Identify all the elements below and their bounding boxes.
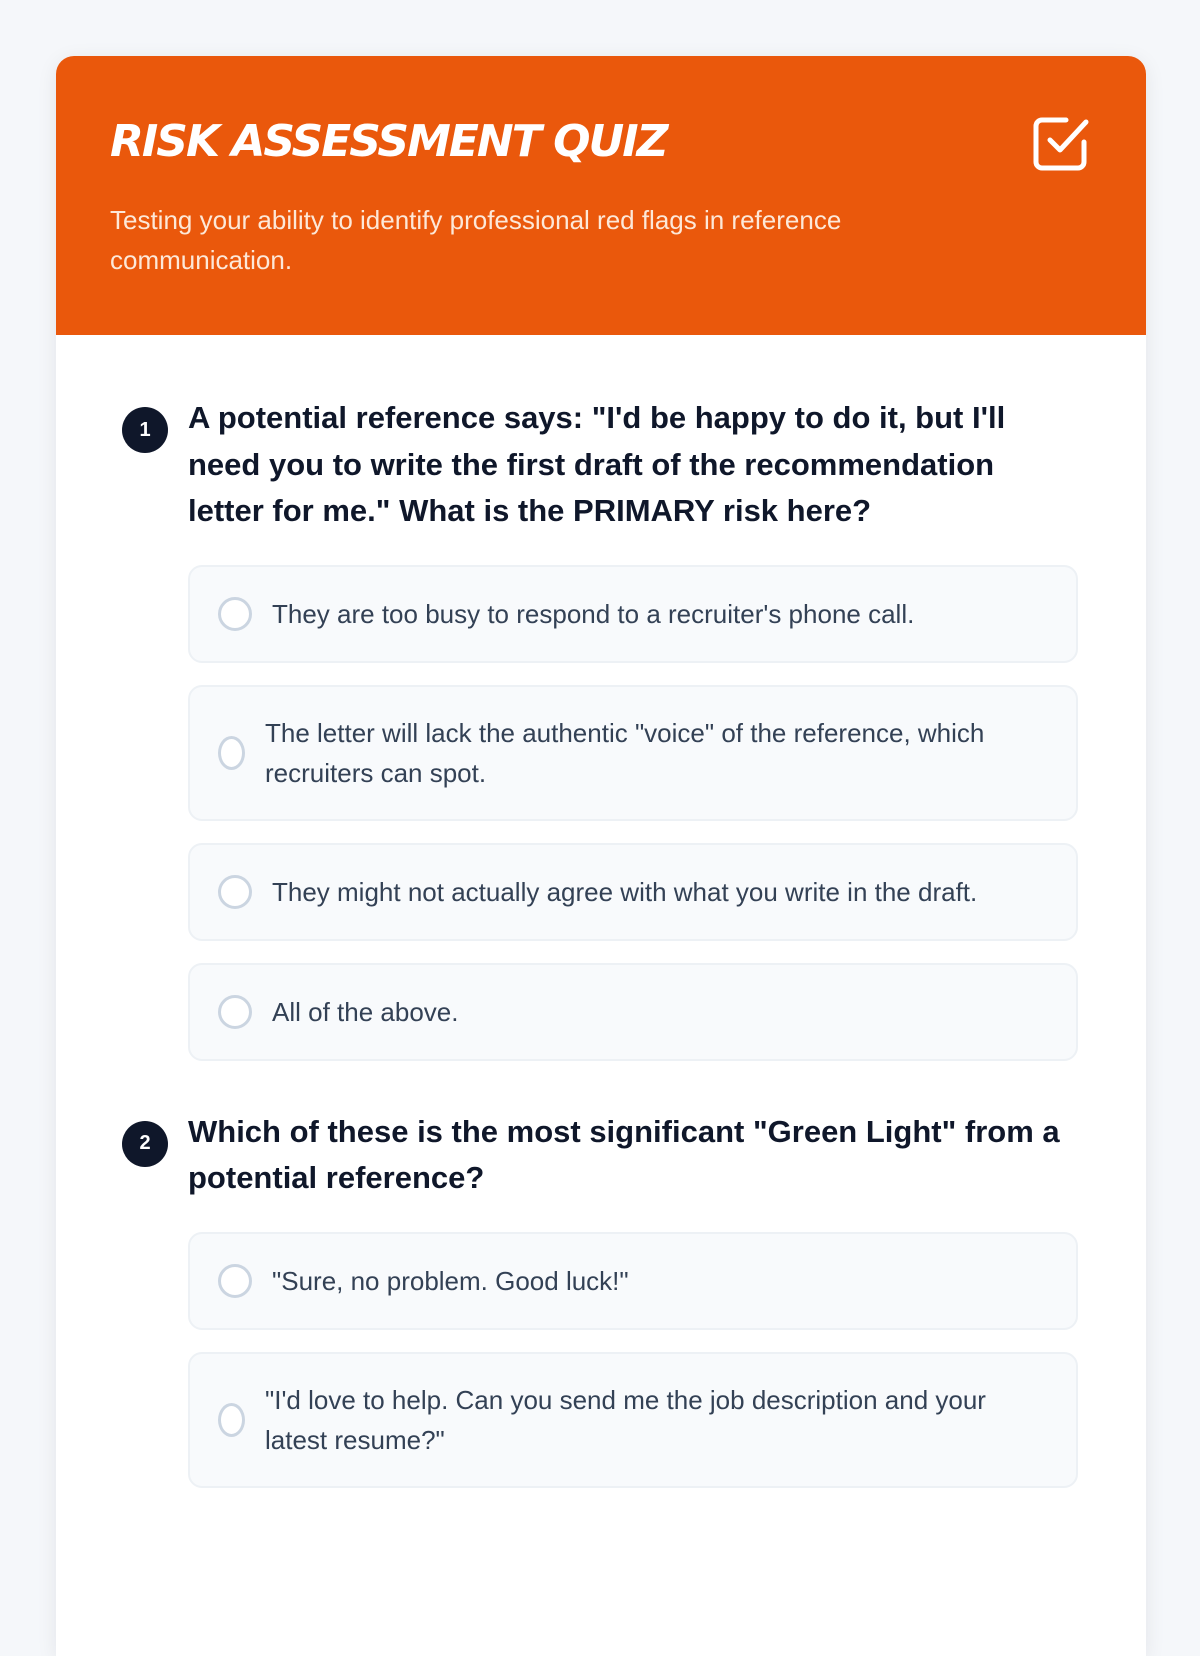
options-list (188, 1232, 1078, 1488)
option-label: "Sure, no problem. Good luck!" (272, 1265, 629, 1296)
question-header (122, 395, 1078, 535)
question-text: A potential reference says: "I'd be happy to do it, but I'll need you to write the first draft of the recommendation letter for me." What is the PRIMARY risk here? (188, 400, 1006, 528)
answer-option[interactable] (188, 1352, 1078, 1488)
question-2 (122, 1109, 1078, 1488)
option-label: "I'd love to help. Can you send me the job description and your latest resume?" (265, 1384, 986, 1455)
question-text: Which of these is the most significant "Green Light" from a potential reference? (188, 1113, 1060, 1195)
quiz-subtitle: Testing your ability to identify professional red flags in reference communication. (110, 205, 842, 275)
question-1 (122, 395, 1078, 1061)
answer-option[interactable] (188, 685, 1078, 821)
answer-option[interactable] (188, 963, 1078, 1061)
question-number-badge: 1 (122, 407, 168, 453)
radio-icon[interactable] (218, 736, 245, 770)
radio-icon[interactable] (218, 597, 252, 631)
option-label: They might not actually agree with what you write in the draft. (272, 876, 978, 907)
quiz-title: RISK ASSESSMENT QUIZ (110, 116, 667, 167)
quiz-body (56, 335, 1146, 1488)
question-header (122, 1109, 1078, 1202)
answer-option[interactable] (188, 1232, 1078, 1330)
quiz-header (56, 56, 1146, 335)
options-list (188, 565, 1078, 1061)
quiz-card (56, 56, 1146, 1656)
option-label: The letter will lack the authentic "voice" of the reference, which recruiters can spot. (265, 717, 985, 788)
option-label: They are too busy to respond to a recruiter's phone call. (272, 598, 915, 629)
radio-icon[interactable] (218, 995, 252, 1029)
answer-option[interactable] (188, 565, 1078, 663)
radio-icon[interactable] (218, 1403, 245, 1437)
radio-icon[interactable] (218, 1264, 252, 1298)
answer-option[interactable] (188, 843, 1078, 941)
checkbox-check-icon (1032, 114, 1090, 172)
question-number-badge: 2 (122, 1121, 168, 1167)
option-label: All of the above. (272, 996, 459, 1027)
radio-icon[interactable] (218, 875, 252, 909)
